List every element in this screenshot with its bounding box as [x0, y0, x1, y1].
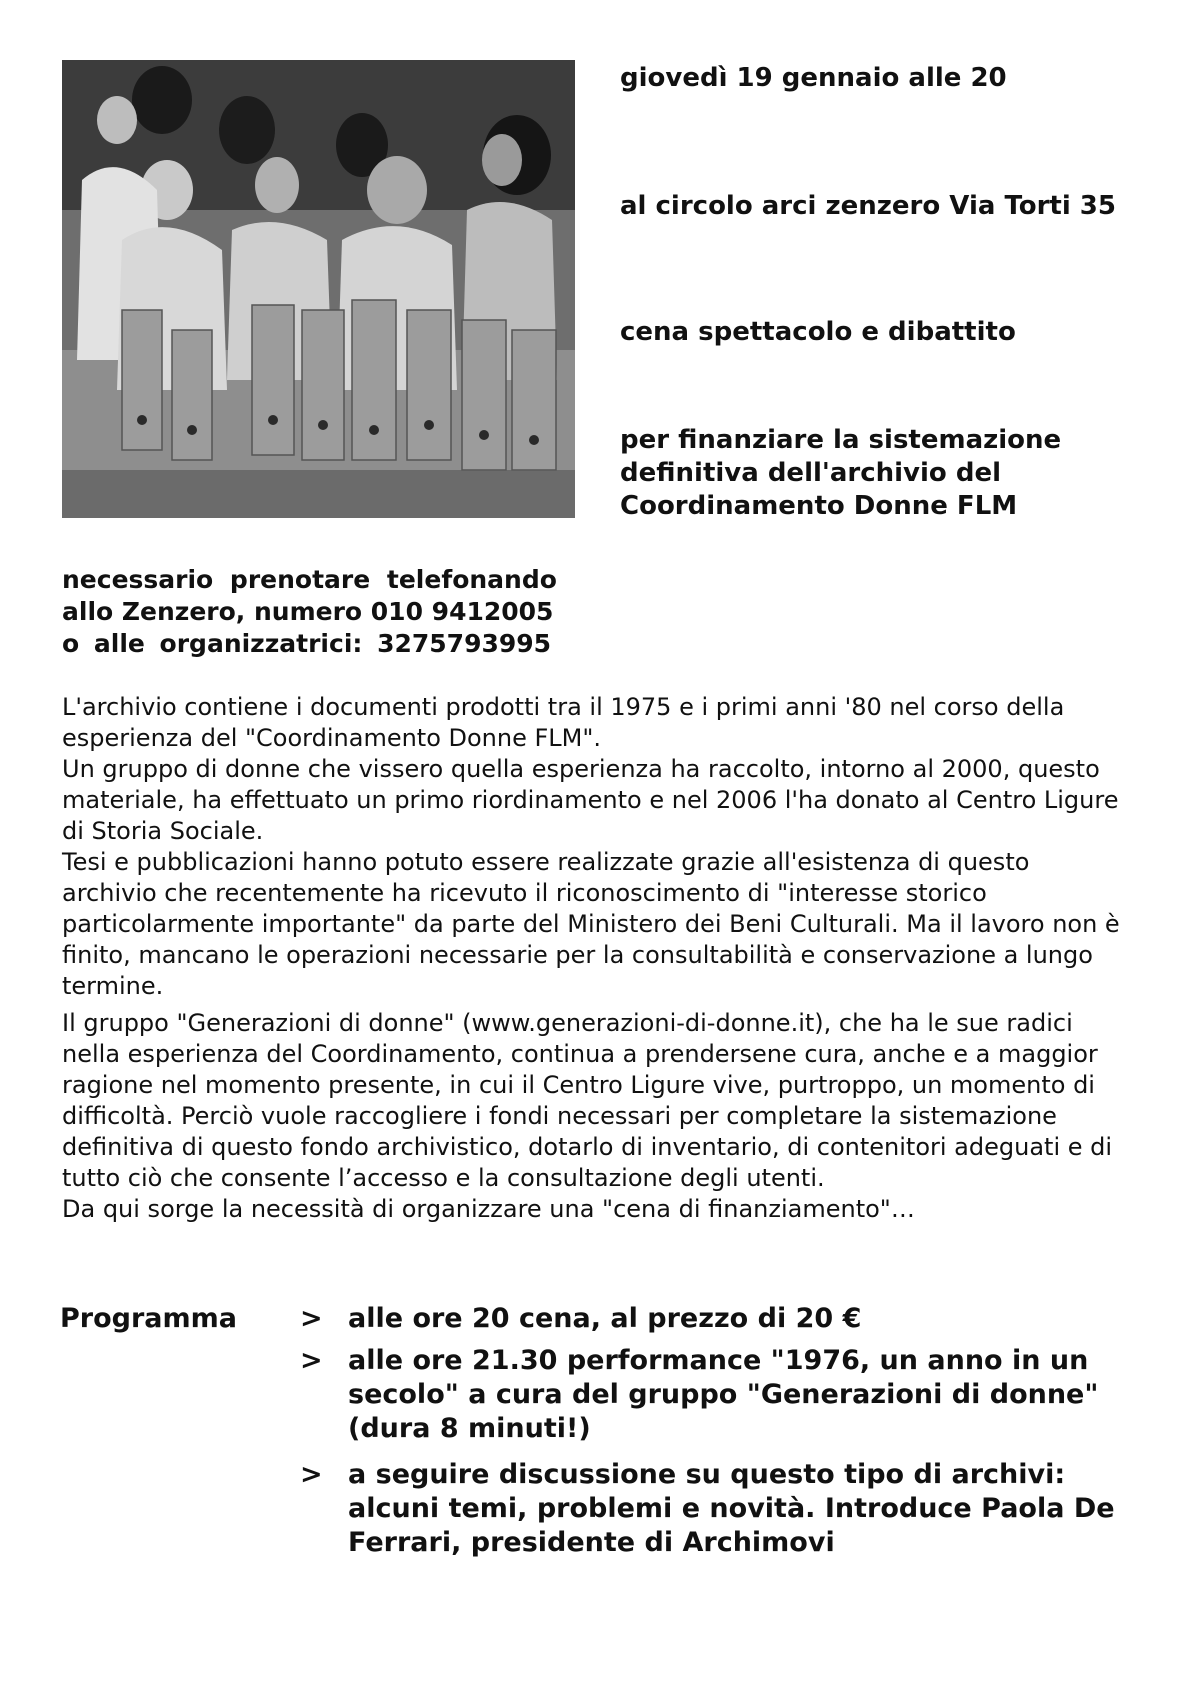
event-activities: cena spettacolo e dibattito	[620, 317, 1016, 347]
paragraph-3: Tesi e pubblicazioni hanno potuto essere realizzate grazie all'esistenza di questo archivio che recentemente ha ricevuto il riconoscimento di "interesse storico particolarmente importante" da parte del Ministero dei Beni Culturali. Ma il lavoro non è finito, mancano le operazioni necessarie per la consultabilità e conservazione a lungo termine.	[62, 848, 1120, 1000]
programme-item-text: alle ore 20 cena, al prezzo di 20 €	[348, 1303, 862, 1334]
programme-item	[300, 1302, 1140, 1336]
paragraph-4: Il gruppo "Generazioni di donne" (www.generazioni-di-donne.it), che ha le sue radici nella esperienza del Coordinamento, continua a prendersene cura, anche e a maggior ragione nel momento presente, in cui il Centro Ligure vive, purtroppo, un momento di difficoltà. Perciò vuole raccogliere i fondi necessari per completare la sistemazione definitiva di questo fondo archivistico, dotarlo di inventario, di contenitori adeguati e di tutto ciò che consente l’accesso e la consultazione degli utenti.	[62, 1009, 1113, 1192]
paragraph-1: L'archivio contiene i documenti prodotti tra il 1975 e i primi anni '80 nel corso della esperienza del "Coordinamento Donne FLM".	[62, 693, 1065, 752]
booking-line-1: necessario prenotare telefonando	[62, 565, 557, 594]
programme-label: Programma	[60, 1303, 238, 1334]
event-purpose-line-2: definitiva dell'archivio del	[620, 458, 1001, 488]
event-photo	[62, 60, 575, 518]
arrow-icon: >	[300, 1459, 323, 1490]
paragraph-5: Da qui sorge la necessità di organizzare una "cena di finanziamento"…	[62, 1195, 915, 1223]
booking-info	[62, 564, 577, 660]
programme-item	[300, 1458, 1140, 1560]
programme-item-text: a seguire discussione su questo tipo di archivi: alcuni temi, problemi e novità. Introduce Paola De Ferrari, presidente di Archimovi	[348, 1459, 1115, 1558]
women-performers-photo	[62, 60, 575, 518]
archive-description	[62, 692, 1122, 1225]
paragraph-2: Un gruppo di donne che vissero quella esperienza ha raccolto, intorno al 2000, questo materiale, ha effettuato un primo riordinamento e nel 2006 l'ha donato al Centro Ligure di Storia Sociale.	[62, 755, 1119, 845]
event-date: giovedì 19 gennaio alle 20	[620, 63, 1007, 93]
booking-line-3: o alle organizzatrici: 3275793995	[62, 629, 552, 658]
event-purpose-line-1: per finanziare la sistemazione	[620, 425, 1062, 455]
event-venue: al circolo arci zenzero Via Torti 35	[620, 191, 1116, 221]
programme-item	[300, 1344, 1140, 1446]
arrow-icon: >	[300, 1345, 323, 1376]
programme-item-text: alle ore 21.30 performance "1976, un anno in un secolo" a cura del gruppo "Generazioni di donne" (dura 8 minuti!)	[348, 1345, 1099, 1444]
event-purpose-line-3: Coordinamento Donne FLM	[620, 491, 1018, 521]
arrow-icon: >	[300, 1303, 323, 1334]
booking-line-2: allo Zenzero, numero 010 9412005	[62, 597, 554, 626]
